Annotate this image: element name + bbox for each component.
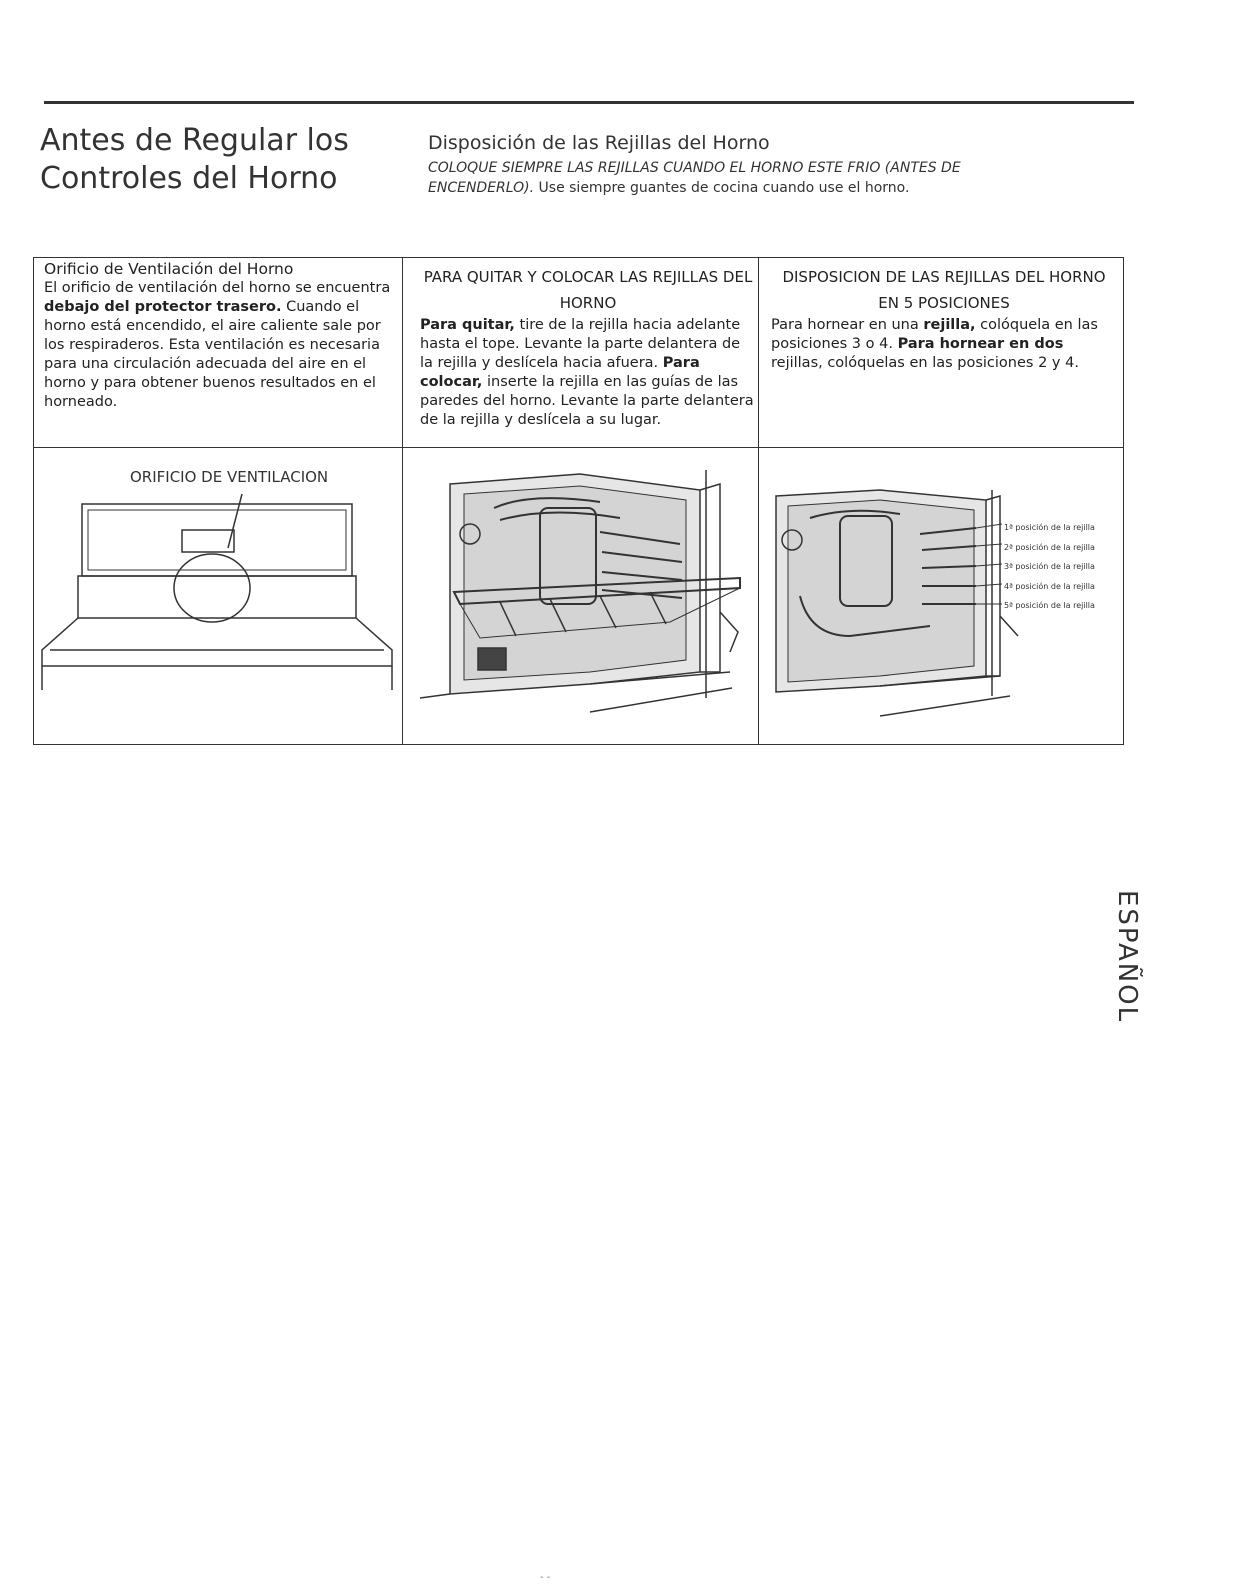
title-line-2: Controles del Horno [40,161,338,196]
vent-figure-label: ORIFICIO DE VENTILACION [130,468,329,486]
range-vent-illustration [36,490,398,740]
side-language-label: ESPAÑOL [1112,890,1142,1024]
page-title [40,122,349,198]
rack-remove-heading: PARA QUITAR Y COLOCAR LAS REJILLAS DEL HORNO [423,268,753,312]
vent-heading: Orificio de Ventilación del Horno [44,260,294,278]
rack-position-4: 4ª posición de la rejilla [1004,581,1095,591]
vent-body [44,279,398,412]
col-divider-2 [758,257,759,745]
section-title: Disposición de las Rejillas del Horno [428,132,770,154]
section-intro-italic: COLOQUE SIEMPRE LAS REJILLAS CUANDO EL HORNO ESTE FRIO (ANTES DE ENCENDERLO). [428,160,961,196]
rack-removal-illustration [420,462,754,736]
section-intro [428,158,1068,198]
rack-remove-t1: tire de la rejilla hacia adelante hasta el tope. Levante la parte delantera de la rejilla y deslícela hacia afuera. [420,317,741,371]
rack-position-3: 3ª posición de la rejilla [1004,562,1095,571]
rack-position-labels [1004,518,1124,616]
rack-position-2: 2ª posición de la rejilla [1004,542,1095,552]
row-divider [33,447,1124,448]
rack-pos-b1: rejilla, [923,317,976,333]
rack-positions-heading: DISPOSICION DE LAS REJILLAS DEL HORNO EN 5 POSICIONES [782,268,1106,312]
vent-body-1: El orificio de ventilación del horno se encuentra [44,280,391,296]
rack-remove-body [420,316,756,430]
rack-remove-b2: Para colocar, [420,355,700,390]
vent-body-2: Cuando el horno está encendido, el aire caliente sale por los respiraderos. Esta ventilación es necesaria para una circulación adecuada del aire en el horno y para obtener buenos resultados en el horneado. [44,299,381,410]
rack-remove-cell [420,264,756,430]
col-divider-1 [402,257,403,745]
vent-body-bold: debajo del protector trasero. [44,299,282,315]
rack-positions-body [771,316,1117,373]
rack-positions-cell [771,264,1117,373]
section-intro-plain: Use siempre guantes de cocina cuando use el horno. [534,180,910,196]
rack-remove-b1: Para quitar, [420,317,515,333]
top-rule [44,101,1134,104]
rack-position-5: 5ª posición de la rejilla [1004,601,1095,610]
title-line-1: Antes de Regular los [40,123,349,158]
rack-remove-t2: inserte la rejilla en las guías de las paredes del horno. Levante la parte delantera de la rejilla y deslícela a su lugar. [420,374,754,428]
rack-pos-b2: Para hornear en dos [897,336,1064,352]
footer-mark: - - [540,1572,551,1583]
rack-pos-t3: rejillas, colóquelas en las posiciones 2 y 4. [771,355,1079,371]
rack-position-1: 1ª posición de la rejilla [1004,523,1095,532]
rack-pos-t1: Para hornear en una [771,317,924,333]
rack-pos-t2: colóquela en las posiciones 3 o 4. [771,317,1098,352]
vent-text-cell [44,260,398,412]
